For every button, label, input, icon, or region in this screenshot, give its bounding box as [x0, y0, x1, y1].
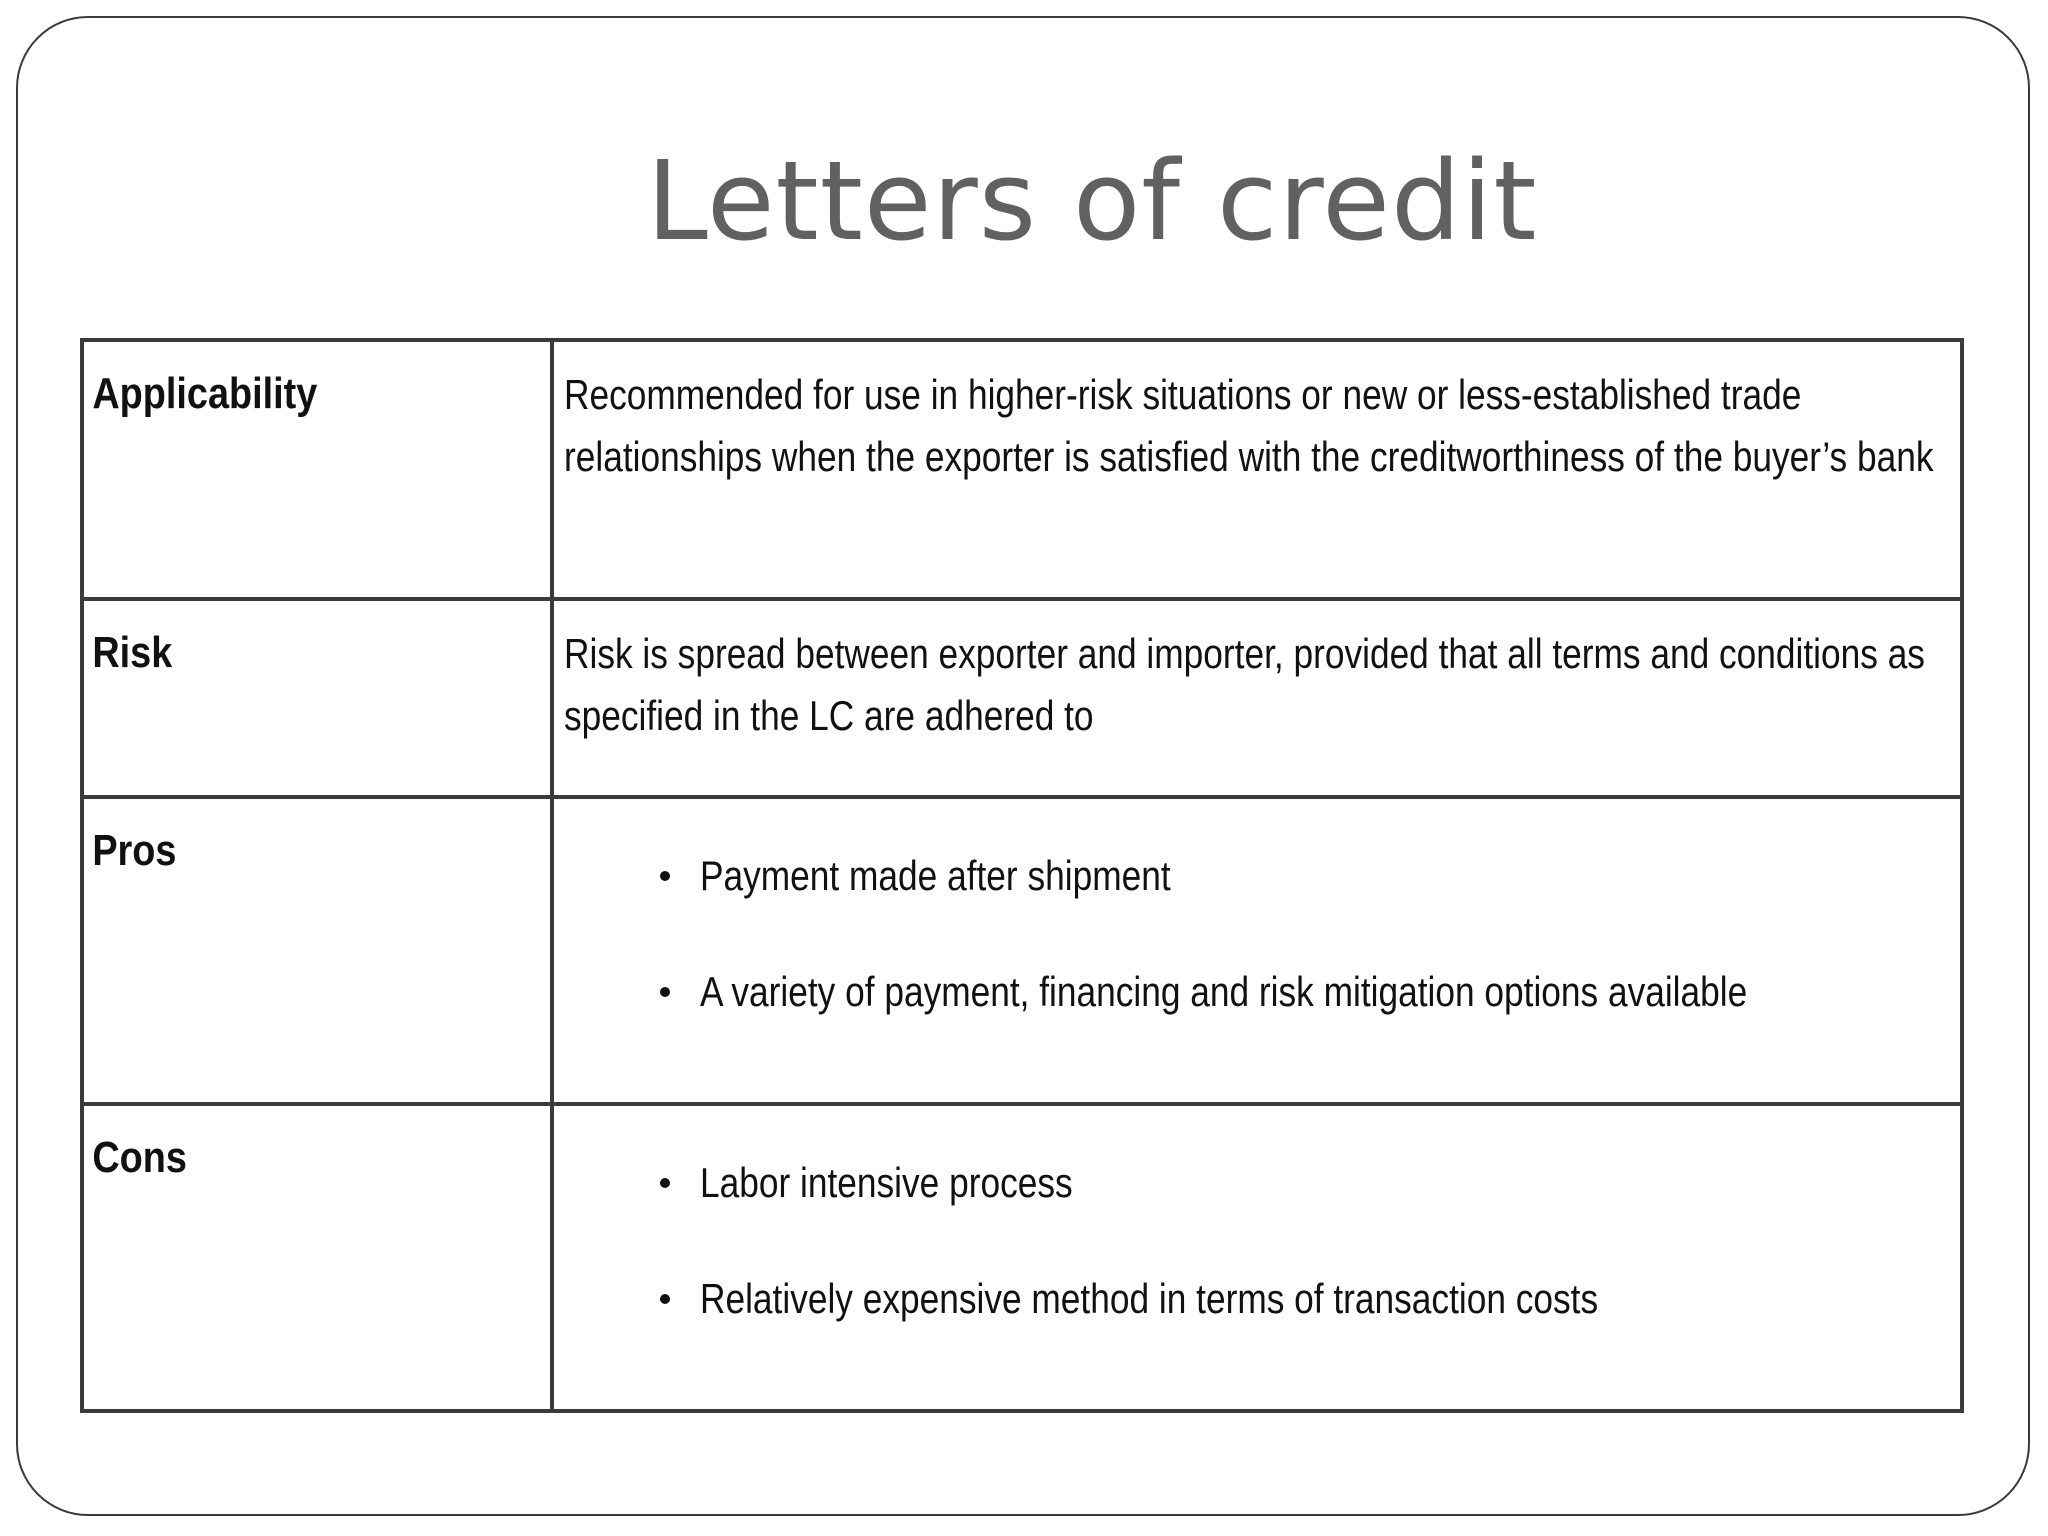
row-label-text: Risk — [92, 627, 173, 677]
row-label-risk — [82, 599, 486, 797]
row-label-cons — [82, 1104, 486, 1411]
row-label-applicability — [82, 340, 486, 599]
table-row-risk — [82, 599, 1962, 797]
list-item: Relatively expensive method in terms of transaction costs — [664, 1272, 1960, 1326]
row-text-applicability — [552, 340, 1962, 599]
bullet-dot-icon — [660, 987, 670, 997]
bullet-dot-icon — [660, 1294, 670, 1304]
list-item: A variety of payment, financing and risk mitigation options available — [664, 965, 1960, 1019]
bullet-dot-icon — [660, 1178, 670, 1188]
list-item: Payment made after shipment — [664, 849, 1960, 903]
letters-of-credit-table — [80, 338, 1964, 1413]
list-item: Labor intensive process — [664, 1156, 1960, 1210]
bullet-dot-icon — [660, 871, 670, 881]
row-label-pros — [82, 797, 486, 1104]
table-row-cons — [82, 1104, 1962, 1411]
row-text: Recommended for use in higher-risk situations or new or less-established trade relationships when the exporter is satisfied with the creditworthiness of the buyer’s bank — [564, 371, 1934, 480]
row-bullets-cons — [552, 1104, 1962, 1411]
table-row-pros — [82, 797, 1962, 1104]
slide-title: Letters of credit — [646, 137, 1538, 265]
table-row-applicability — [82, 340, 1962, 599]
row-label-text: Applicability — [92, 369, 318, 418]
row-text-risk — [552, 599, 1962, 797]
row-label-text: Cons — [92, 1132, 187, 1182]
row-label-text: Pros — [92, 825, 177, 875]
bullet-list — [554, 1106, 1960, 1326]
row-bullets-pros — [552, 797, 1962, 1104]
bullet-list — [554, 799, 1960, 1019]
row-text: Risk is spread between exporter and importer, provided that all terms and conditions as specified in the LC are adhered to — [564, 629, 1925, 739]
